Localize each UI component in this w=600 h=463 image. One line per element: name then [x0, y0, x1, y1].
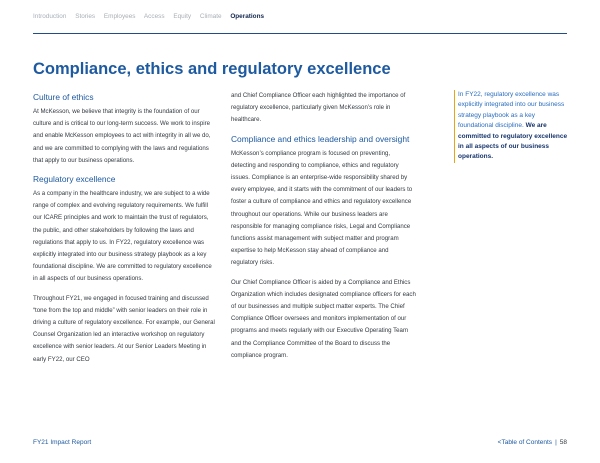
footer-separator: |: [555, 439, 557, 446]
footer-report-title: FY21 Impact Report: [33, 439, 92, 446]
page-number: 58: [559, 439, 567, 446]
heading-culture-of-ethics: Culture of ethics: [33, 92, 94, 102]
column-left: [33, 90, 218, 373]
nav-equity[interactable]: Equity: [173, 13, 192, 20]
top-navigation: [33, 13, 271, 20]
paragraph-cco-highlight: and Chief Compliance Officer each highlighted the importance of regulatory excellence, particularly given McKesson’s role in healthcare.: [231, 92, 406, 124]
column-middle: [231, 90, 416, 369]
nav-employees[interactable]: Employees: [103, 13, 136, 20]
paragraph-regulatory: As a company in the healthcare industry, we are subject to a wide range of complex and evolving regulatory requirements. We fulfill our ICARE principles and work to maintain the trust of regulators, the public, and other stakeholders by following the laws and regulations that apply to us. In FY22, regulatory excellence was explicitly integrated into our business strategy playbook as a key foundational discipline. We are committed to regulatory excellence in all aspects of our business operations.: [33, 190, 212, 283]
heading-compliance-leadership: Compliance and ethics leadership and oversight: [231, 133, 410, 144]
callout-box: [454, 90, 570, 163]
paragraph-culture: At McKesson, we believe that integrity is the foundation of our culture and is critical to our long-term success. We work to inspire and enable McKesson employees to act with integrity in all we do, and we are committed to complying with the laws and regulations that apply to our business operations.: [33, 108, 211, 164]
table-of-contents-link[interactable]: <Table of Contents: [497, 439, 553, 446]
paragraph-compliance-program: McKesson’s compliance program is focused on preventing, detecting and responding to compliance, ethics and regulatory issues. Compliance is an enterprise-wide responsibility shared by every employee, and it starts with the commitment of our leaders to foster a culture of compliance and ethics and regulatory excellence throughout our operations. While our business leaders are responsible for managing compliance risks, Legal and Compliance functions assist management with subject matter and program expertise to help McKesson stay ahead of compliance and regulatory risks.: [231, 149, 413, 267]
page-title: Compliance, ethics and regulatory excellence: [33, 60, 391, 78]
callout-text-light: In FY22, regulatory excellence was explicitly integrated into our business strategy playbook as a key foundational discipline.: [458, 91, 565, 130]
header-divider: [33, 33, 567, 34]
heading-regulatory-excellence: Regulatory excellence: [33, 174, 116, 185]
nav-climate[interactable]: Climate: [199, 13, 222, 20]
nav-access[interactable]: Access: [143, 13, 165, 20]
paragraph-fy21-training: Throughout FY21, we engaged in focused training and discussed “tone from the top and middle” with senior leaders on their role in driving a culture of regulatory excellence. For example, our General Counsel Organization led an interactive workshop on regulatory excellence with senior leaders. At our Senior Leaders Meeting in early FY22, our CEO: [33, 294, 215, 363]
paragraph-cco-organization: Our Chief Compliance Officer is aided by a Compliance and Ethics Organization which includes designated compliance officers for each of our businesses and multiple subject matter experts. The Chief Compliance Officer oversees and monitors implementation of our programs and meets regularly with our Executive Operating Team and the Compliance Committee of the Board to discuss the compliance program.: [231, 278, 416, 359]
nav-operations[interactable]: Operations: [230, 13, 265, 20]
nav-introduction[interactable]: Introduction: [33, 13, 67, 20]
callout-text: [458, 90, 570, 163]
footer-right: [498, 439, 567, 446]
nav-stories[interactable]: Stories: [75, 13, 96, 20]
callout-text-bold: We are committed to regulatory excellence in all aspects of our business operations.: [458, 122, 568, 161]
